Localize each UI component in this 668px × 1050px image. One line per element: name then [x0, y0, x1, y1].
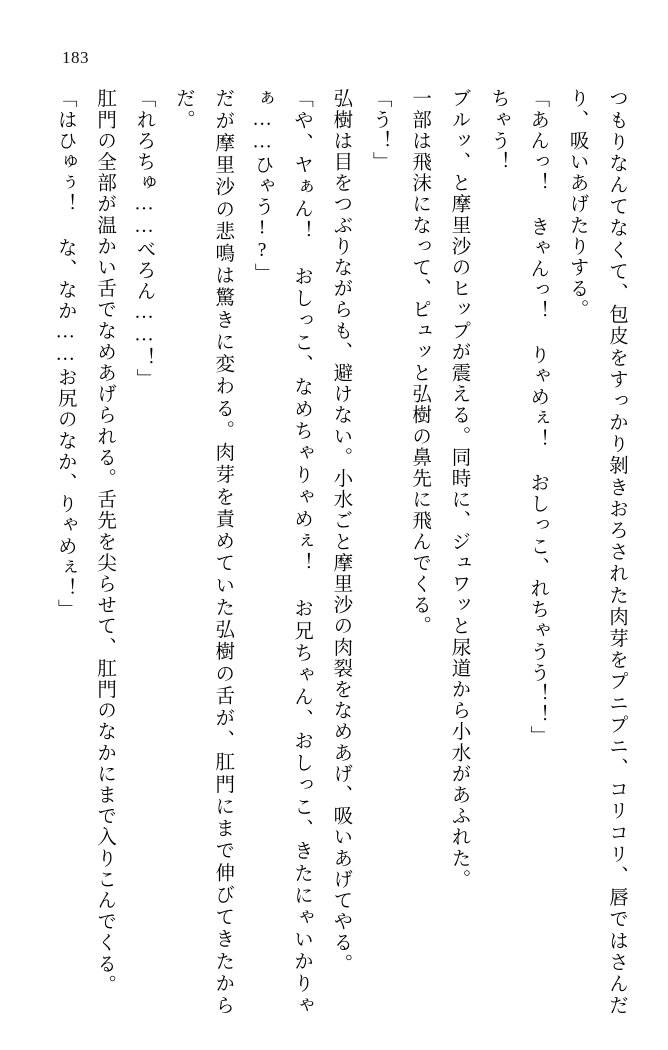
body-paragraph: 「れろちゅ……べろん……！」	[133, 88, 155, 390]
body-paragraph: 弘樹は目をつぶりながらも、避けない。小水ごと摩里沙の肉裂をなめあげ、吸いあげてやる。	[330, 88, 352, 975]
body-paragraph: ブルッ、と摩里沙のヒップが震える。同時に、ジュワッと尿道から小水があふれた。	[448, 88, 470, 890]
body-paragraph: 「はひゅぅ！ な、なか……お尻のなか、りゃめぇ！」	[54, 88, 76, 620]
body-paragraph: 「や、ヤぁん！ おしっこ、なめちゃりゃめぇ！ お兄ちゃん、おしっこ、きたにゃいかりゃぁ……ひゃう!?」	[251, 88, 312, 1016]
body-paragraph: 「う！」	[369, 88, 391, 173]
body-paragraph: 肛門の全部が温かい舌でなめあげられる。舌先を尖らせて、肛門のなかにまで入りこんでくる。	[94, 88, 116, 996]
body-paragraph: 「あんっ！ きゃんっ！ りゃめぇ！ おしっこ、れちゃうう！！」	[527, 88, 549, 747]
body-paragraph: つもりなんてなくて、包皮をすっかり剝きおろされた肉芽をプニプニ、コリコリ、唇ではさんだり、吸いあげたりする。	[566, 88, 627, 1016]
body-paragraph: 一部は飛沫になって、ピュッと弘樹の鼻先に飛んでくる。	[409, 88, 431, 637]
page-body-text	[36, 88, 636, 1016]
body-paragraph: だが摩里沙の悲鳴は驚きに変わる。肉芽を責めていた弘樹の舌が、肛門にまで伸びてきたからだ。	[172, 88, 234, 1016]
page-number: 183	[62, 48, 89, 67]
body-paragraph: ちゃう！	[487, 88, 509, 173]
